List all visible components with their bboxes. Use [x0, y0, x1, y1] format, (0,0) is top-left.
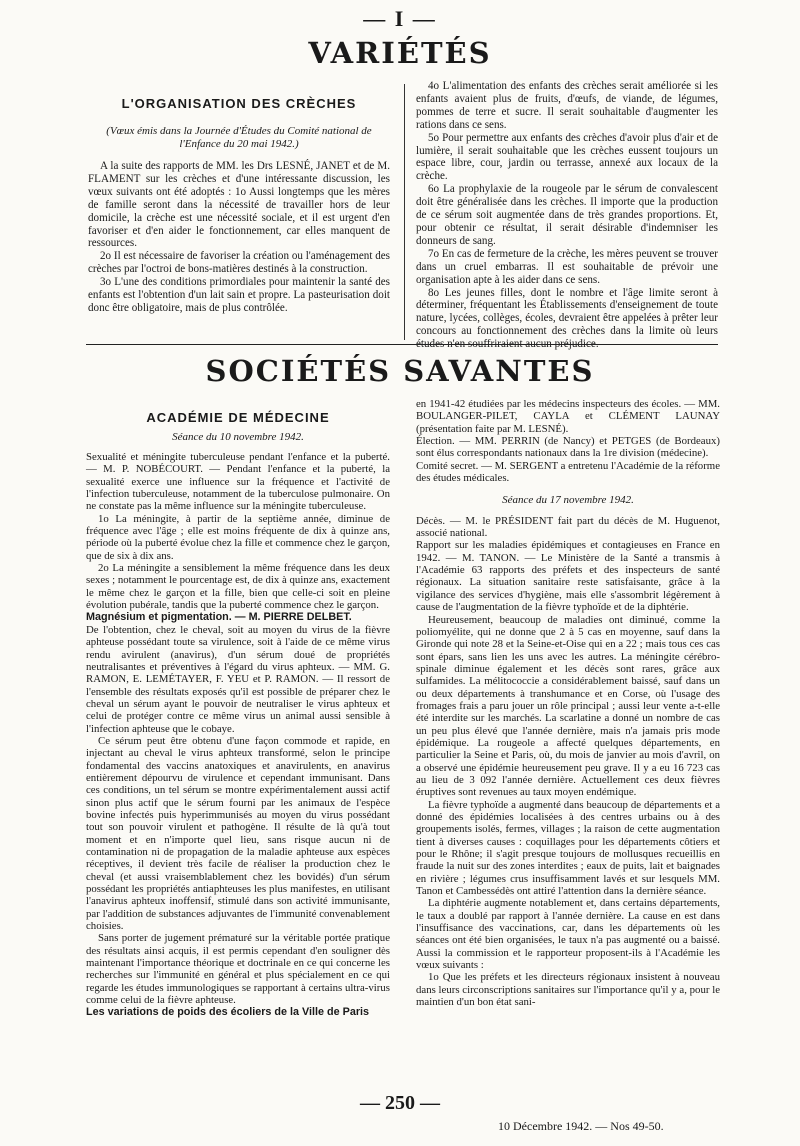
- session-date: Séance du 17 novembre 1942.: [502, 494, 634, 507]
- paragraph: 2o Il est nécessaire de favoriser la création ou l'aménagement des crèches par l'octroi de bons-matières destinés à la construction.: [88, 250, 390, 276]
- paragraph: Magnésium et pigmentation. — M. PIERRE DELBET.: [86, 611, 352, 624]
- paragraph: 1o Que les préfets et les directeurs régionaux insistent à nouveau dans leurs circonscriptions sanitaires sur l'importance qu'il y a, pour le maintien d'un bon état sani-: [416, 971, 720, 1009]
- paragraph: 7o En cas de fermeture de la crèche, les mères peuvent se trouver dans un cruel embarras. Il est souhaitable de prévoir une organisation apte à les aider dans ce sens.: [416, 247, 718, 286]
- paragraph: 4o L'alimentation des enfants des crèches serait améliorée si les enfants avaient plus de fruits, d'œufs, de viande, de légumes, pommes de terre et sucre. Il serait souhaitable d'augmenter les rations dans ce sens.: [416, 80, 718, 131]
- paragraph: 8o Les jeunes filles, dont le nombre et l'âge limite seront à déterminer, fréquentant les Établissements d'enseignement de toute nature, lycées, collèges, écoles, devraient être appelées à prêter leur concours au fonctionnement des crèches dans la limite où leurs études n'en souffriraient aucun préjudice.: [416, 286, 718, 351]
- societes-title: SOCIÉTÉS SAVANTES: [205, 354, 595, 388]
- paragraph: La diphtérie augmente notablement et, dans certains départements, le taux a doublé par rapport à l'année dernière. La cause en est dans l'insuffisance des vaccinations, car, dans les départements où les séances ont été bien organisées, le taux n'a pas augmenté ou a baissé. Aussi la commission et le rapporteur proposent-ils à l'Académie les vœux suivants :: [416, 897, 720, 972]
- session-date: Séance du 10 novembre 1942.: [172, 431, 304, 443]
- paragraph: A la suite des rapports de MM. les Drs LESNÉ, JANET et de M. FLAMENT sur les crèches et d'une intéressante discussion, les vœux suivants ont été adoptés : 1o Aussi longtemps que les mères de famille seront dans la nécessité de travailler hors de leur domicile, la crèche est une nécessité sociale, et il est urgent d'en favoriser et d'en aider le fonctionnement, car elles manquent de ressources.: [88, 160, 390, 250]
- paragraph: Décès. — M. le PRÉSIDENT fait part du décès de M. Huguenot, associé national.: [416, 514, 720, 540]
- creches-subtitle: (Vœux émis dans la Journée d'Études du Comité national de l'Enfance du 20 mai 1942.): [106, 125, 372, 150]
- paragraph: Heureusement, beaucoup de maladies ont diminué, comme la poliomyélite, qui ne donne que 2 à 5 cas en moyenne, sauf dans la Gironde qui note 28 et la Seine-et-Oise qui en a 22 ; mais tous ces cas sont épars, sans lien les uns avec les autres. La méningite cérébro-spinale diminue également et les décès sont rares, grâce aux sulfamides. La mélitococcie a considérablement baissé, sauf dans un ou deux départements à transhumance et en Corse, où l'usage des fromages frais a paru jouer un rôle principal ; aussi leur vente a-t-elle été interdite sur les marchés. La scarlatine a donné un nombre de cas un peu plus élevé que l'année dernière, mais n'a jamais pris mode épidémique. La rougeole a affecté quelques départements, en particulier la Seine et Paris, où, du mois de janvier au mois d'avril, on a observé une épidémie heureusement peu grave. Il y a eu 16 723 cas au lieu de 3 092 l'année dernière. Actuellement ces deux fièvres éruptives sont revenues au taux moyen endémique.: [416, 613, 720, 799]
- varietes-left-column: [88, 96, 390, 315]
- paragraph: 5o Pour permettre aux enfants des crèches d'avoir plus d'air et de lumière, il serait souhaitable que les crèches eussent toujours un espace libre, cour, jardin ou terrasse, annexé aux locaux de la crèche.: [416, 131, 718, 183]
- creches-heading: L'ORGANISATION DES CRÈCHES: [121, 96, 357, 111]
- paragraph: 6o La prophylaxie de la rougeole par le sérum de convalescent doit être généralisée dans les crèches. Il importe que la production de ce sérum soit augmentée dans de très grandes proportions. Et, pour obtenir ce résultat, il serait désirable d'indemniser les donneurs de sang.: [416, 183, 718, 247]
- paragraph: Les variations de poids des écoliers de la Ville de Paris: [86, 1006, 370, 1019]
- societes-right-column: [416, 398, 720, 1009]
- paragraph: Ce sérum peut être obtenu d'une façon commode et rapide, en injectant au cheval le virus aphteux transformé, selon le principe fondamental des vaccins anatoxiques et anavirulents, en anavirus entièrement dépourvu de virulence et cependant immunisant. Dans ces conditions, un tel sérum se montre expérimentalement aussi actif sinon plus actif que le sérum fourni par les animaux de l'espèce bovine infectés puis hyperimmunisés au moyen du virus possédant tout son pouvoir virulent et pathogène. Il résulte de là qu'à tout moment et en n'importe quel lieu, sans risque aucun ni de contamination ni de propagation de la maladie aphteuse aux espèces réceptives, il devient très facile de réaliser la production chez le cheval (et aussi vraisemblablement chez les bovidés) d'un sérum possédant les propriétés antiaphteuses les plus manifestes, en utilisant l'anavirus aphteux inoffensif, stimulé dans son activité immunisante, par l'addition de substances adjuvantes de l'immunité convenablement choisies.: [86, 734, 390, 933]
- paragraph: La fièvre typhoïde a augmenté dans beaucoup de départements et a donné des épidémies localisées à des centres urbains ou à des groupements isolés, fermes, villages ; la raison de cette augmentation tient à diverses causes : coquillages pour les départements côtiers et pour le Rhône; il s'agit presque toujours de mollusques recueillis en fraude la nuit sur des zones interdites ; eaux de puits, lait et baignades en rivière ; légumes crus insuffisamment lavés et sur lesquels MM. Tanon et Cambessédès ont attiré l'attention dans la dernière séance.: [416, 798, 720, 898]
- varietes-title: VARIÉTÉS: [308, 36, 492, 70]
- paragraph: De l'obtention, chez le cheval, soit au moyen du virus de la fièvre aphteuse possédant toute sa virulence, soit à l'aide de ce même virus rendu avirulent (anavirus), d'un sérum doué de propriétés neutralisantes et préventives à l'égard du virus aphteux. — MM. G. RAMON, E. LEMÉTAYER, F. YEU et P. RAMON. — Il ressort de l'ensemble des résultats exposés qu'il est possible de préparer chez le cheval un sérum ayant le pouvoir de neutraliser le virus aphteux et celui de protéger contre ce même virus un animal aussi sensible à l'infection aphteuse que le cobaye.: [86, 623, 390, 735]
- paragraph: 3o L'une des conditions primordiales pour maintenir la santé des enfants est l'obtention d'un lait sain et propre. La pasteurisation doit donc être obligatoire, mais de plus contrôlée.: [88, 276, 390, 314]
- column-divider: [404, 84, 405, 340]
- paragraph: Rapport sur les maladies épidémiques et contagieuses en France en 1942. — M. TANON. — Le Ministère de la Santé a transmis à l'Académie 63 rapports des préfets et des inspecteurs de santé régionaux. La situation sanitaire reste satisfaisante, grâce à la vigilance des services d'hygiène, mais elle s'assombrit légèrement à cause de l'augmentation de la fièvre typhoïde et de la diphtérie.: [416, 539, 720, 614]
- paragraph: en 1941-42 étudiées par les médecins inspecteurs des écoles. — MM. BOULANGER-PILET, CAYLA et CLÉMENT LAUNAY (présentation faite par M. LESNÉ).: [416, 398, 720, 435]
- section-rule: [86, 344, 718, 345]
- paragraph: Comité secret. — M. SERGENT a entretenu l'Académie de la réforme des études médicales.: [416, 459, 720, 485]
- paragraph: Sans porter de jugement prématuré sur la véritable portée pratique des résultats ainsi acquis, il est permis cependant d'en souligner dès maintenant l'importance théorique et doctrinale en ce qui concerne les recherches sur l'immunité en général et plus spécialement en ce qui regarde les études immunologiques se rapportant à certains ultra-virus comme celui de la fièvre aphteuse.: [86, 932, 390, 1007]
- varietes-right-column: [416, 80, 718, 351]
- academie-heading: ACADÉMIE DE MÉDECINE: [146, 410, 330, 425]
- societes-left-column: [86, 410, 390, 1019]
- paragraph: Sexualité et méningite tuberculeuse pendant l'enfance et la puberté. — M. P. NOBÉCOURT. — Pendant l'enfance et la puberté, la sexualité exerce une influence sur la fréquence et l'activité de l'infection tuberculeuse, notamment de la tuberculose pulmonaire. On ne constate pas la même influence sur la méningite tuberculeuse.: [86, 451, 390, 513]
- paragraph: 1o La méningite, à partir de la septième année, diminue de fréquence avec l'âge ; elle est moins fréquente de dix à quinze ans, période où la puberté évolue chez la fille et commence chez le garçon, que de six à dix ans.: [86, 512, 390, 562]
- issue-date: 10 Décembre 1942. — Nos 49-50.: [498, 1119, 664, 1133]
- paragraph: Élection. — MM. PERRIN (de Nancy) et PETGES (de Bordeaux) sont élus correspondants nationaux dans la 1re division (médecine).: [416, 435, 720, 460]
- paragraph: 2o La méningite a sensiblement la même fréquence dans les deux sexes ; notamment le pourcentage est, de dix à quinze ans, exactement le même chez le garçon et la fille, bien que celle-ci soit en pleine évolution pubérale, tandis que la puberté commence chez le garçon.: [86, 562, 390, 612]
- bottom-folio: — 250 —: [360, 1092, 440, 1114]
- top-folio: — I —: [363, 6, 437, 31]
